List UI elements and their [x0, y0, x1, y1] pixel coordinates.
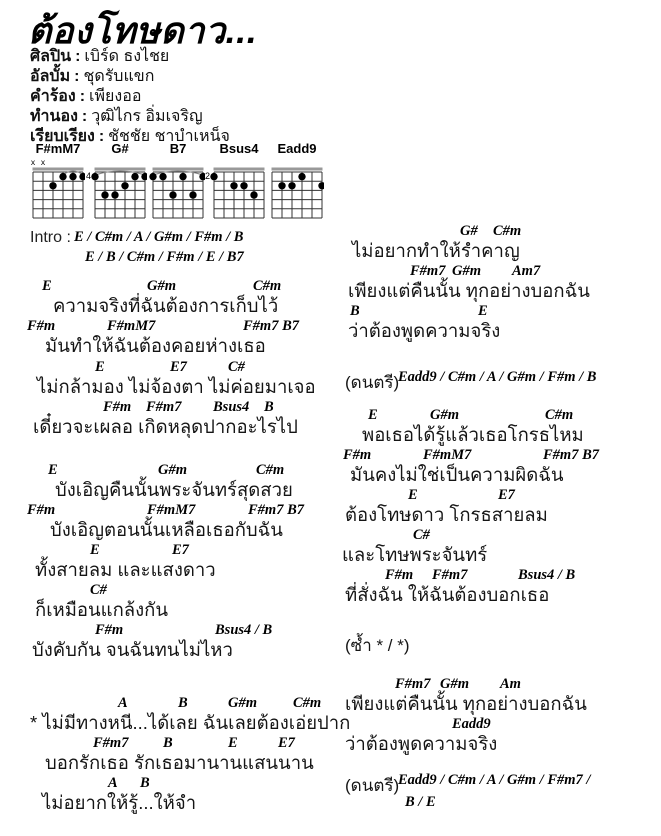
chord-token: C#m: [253, 278, 282, 294]
lyric-line: มันคงไม่ใช่เป็นความผิดฉัน: [350, 464, 564, 485]
chord-token: E7: [170, 359, 187, 375]
chord-token: Eadd9: [452, 716, 491, 732]
chord-token: F#mM7: [423, 447, 472, 463]
lyric-line: บังเอิญคืนนั้นพระจันทร์สุดสวย: [55, 479, 293, 500]
chord-token: F#m7: [432, 567, 468, 583]
chord-grid: [81, 156, 147, 222]
section-label: (ซ้ำ * / *): [345, 636, 410, 655]
chord-token: Eadd9 / C#m / A / G#m / F#m7 /: [398, 772, 591, 788]
chord-token: C#m: [256, 462, 285, 478]
chord-token: F#m7 B7: [243, 318, 299, 334]
chord-token: A: [118, 695, 128, 711]
song-title: ต้องโทษดาว...: [28, 10, 258, 51]
chord-token: G#m: [147, 278, 176, 294]
lyric-line: บังคับกัน จนฉันทนไม่ไหว: [32, 639, 233, 660]
lyric-line: ก็เหมือนแกล้งกัน: [35, 599, 169, 620]
chord-token: G#m: [430, 407, 459, 423]
chord-token: F#m: [95, 622, 124, 638]
chord-token: Bsus4 / B: [215, 622, 273, 638]
chord-token: E: [90, 542, 100, 558]
lyric-line: เพียงแต่คืนนั้น ทุกอย่างบอกฉัน: [345, 693, 587, 714]
lyric-line: ว่าต้องพูดความจริง: [348, 320, 501, 341]
chord-token: Am: [500, 676, 521, 692]
svg-text:4: 4: [85, 171, 91, 181]
lyric-line: เดี๋ยวจะเผลอ เกิดหลุดปากอะไรไป: [33, 416, 298, 437]
chord-token: B / E: [405, 794, 436, 810]
chord-token: C#: [90, 582, 107, 598]
lyric-line: ว่าต้องพูดความจริง: [345, 733, 498, 754]
chord-diagram-B7: [139, 142, 205, 227]
chord-diagram-label: Eadd9: [277, 141, 317, 156]
lyric-line: เพียงแต่คืนนั้น ทุกอย่างบอกฉัน: [348, 280, 590, 301]
chord-token: B: [178, 695, 188, 711]
chord-diagram-Eadd9: [258, 142, 324, 227]
chord-token: F#m7 B7: [543, 447, 599, 463]
lyric-line: ไม่อยากทำให้รำคาญ: [352, 240, 520, 261]
chord-token: E / C#m / A / G#m / F#m / B: [74, 229, 244, 245]
svg-text:x: x: [30, 157, 36, 167]
meta-album: อัลบั้ม : ชุดรับแขก: [30, 68, 155, 85]
chord-token: E: [48, 462, 58, 478]
lyric-line: ความจริงที่ฉันต้องการเก็บไว้: [53, 295, 279, 316]
chord-token: C#m: [493, 223, 522, 239]
lyric-line: ไม่อยากให้รู้...ให้จำ: [42, 792, 197, 813]
chord-token: F#m7: [93, 735, 129, 751]
lyric-line: มันทำให้ฉันต้องคอยห่างเธอ: [45, 335, 266, 356]
chord-token: C#m: [545, 407, 574, 423]
meta-melody-by: ทำนอง : วุฒิไกร อิ่มเจริญ: [30, 108, 203, 125]
section-label: (ดนตรี): [345, 373, 400, 392]
chord-token: G#: [460, 223, 478, 239]
chord-token: E: [408, 487, 418, 503]
svg-text:2: 2: [204, 171, 210, 181]
lyric-line: พอเธอได้รู้แล้วเธอโกรธไหม: [362, 424, 584, 445]
lyric-line: ต้องโทษดาว โกรธสายลม: [345, 504, 548, 525]
lyric-line: บอกรักเธอ รักเธอมานานแสนนาน: [45, 752, 314, 773]
song-metadata: [30, 47, 230, 147]
chord-grid: [19, 156, 85, 222]
meta-arranged-by: เรียบเรียง : ชัชชัย ชาบำเหน็จ: [30, 128, 230, 145]
chord-token: F#mM7: [107, 318, 156, 334]
svg-text:x: x: [40, 157, 46, 167]
lyric-line: บังเอิญตอนนั้นเหลือเธอกับฉัน: [50, 519, 283, 540]
chord-token: E: [95, 359, 105, 375]
chord-token: G#m: [158, 462, 187, 478]
lyric-line: และโทษพระจันทร์: [342, 544, 488, 565]
chord-diagram-label: G#: [111, 141, 129, 156]
section-label: (ดนตรี): [345, 776, 400, 795]
meta-lyrics-by: คำร้อง : เพียงออ: [30, 88, 142, 105]
chord-token: G#m: [452, 263, 481, 279]
chord-diagram-label: Bsus4: [219, 141, 259, 156]
chord-diagram-F#mM7: [19, 142, 85, 227]
chord-token: F#m: [343, 447, 372, 463]
chord-diagram-Bsus4: [200, 142, 266, 227]
chord-token: B: [264, 399, 274, 415]
chord-token: F#mM7: [147, 502, 196, 518]
chord-token: E7: [278, 735, 295, 751]
lyric-line: ไม่กล้ามอง ไม่จ้องตา ไม่ค่อยมาเจอ: [37, 376, 316, 397]
lyric-line: ทั้งสายลม และแสงดาว: [35, 559, 216, 580]
chord-diagram-G#: [81, 142, 147, 227]
chord-token: A: [108, 775, 118, 791]
chord-token: Bsus4: [213, 399, 250, 415]
chord-token: E: [478, 303, 488, 319]
lyric-line: ที่สั่งฉัน ให้ฉันต้องบอกเธอ: [345, 584, 550, 605]
intro-label: Intro :: [30, 229, 76, 246]
chord-token: E7: [172, 542, 189, 558]
chord-token: G#m: [440, 676, 469, 692]
chord-token: E7: [498, 487, 515, 503]
chord-token: F#m7: [146, 399, 182, 415]
chord-token: F#m7 B7: [248, 502, 304, 518]
meta-artist: ศิลปิน : เบิร์ด ธงไชย: [30, 48, 170, 65]
lyric-line: * ไม่มีทางหนี...ได้เลย ฉันเลยต้องเอ่ยปาก: [30, 712, 351, 733]
chord-token: Bsus4 / B: [518, 567, 576, 583]
chord-token: C#: [228, 359, 245, 375]
chord-token: B: [163, 735, 173, 751]
chord-diagram-label: B7: [169, 141, 187, 156]
chord-token: E: [228, 735, 238, 751]
chord-diagram-label: F#mM7: [35, 141, 81, 156]
chord-token: E: [42, 278, 52, 294]
chord-token: F#m7: [410, 263, 446, 279]
chord-grid: [258, 156, 324, 222]
chord-token: Am7: [512, 263, 541, 279]
chord-grid: [200, 156, 266, 222]
chord-token: F#m: [103, 399, 132, 415]
chord-token: F#m: [27, 318, 56, 334]
chord-token: C#: [413, 527, 430, 543]
chord-token: F#m: [27, 502, 56, 518]
chord-token: G#m: [228, 695, 257, 711]
chord-grid: [139, 156, 205, 222]
chord-token: F#m7: [395, 676, 431, 692]
chord-token: B: [140, 775, 150, 791]
chord-token: B: [350, 303, 360, 319]
chord-token: Eadd9 / C#m / A / G#m / F#m / B: [398, 369, 597, 385]
chord-token: E: [368, 407, 378, 423]
chord-token: E / B / C#m / F#m / E / B7: [85, 249, 244, 265]
chord-token: C#m: [293, 695, 322, 711]
chord-token: F#m: [385, 567, 414, 583]
